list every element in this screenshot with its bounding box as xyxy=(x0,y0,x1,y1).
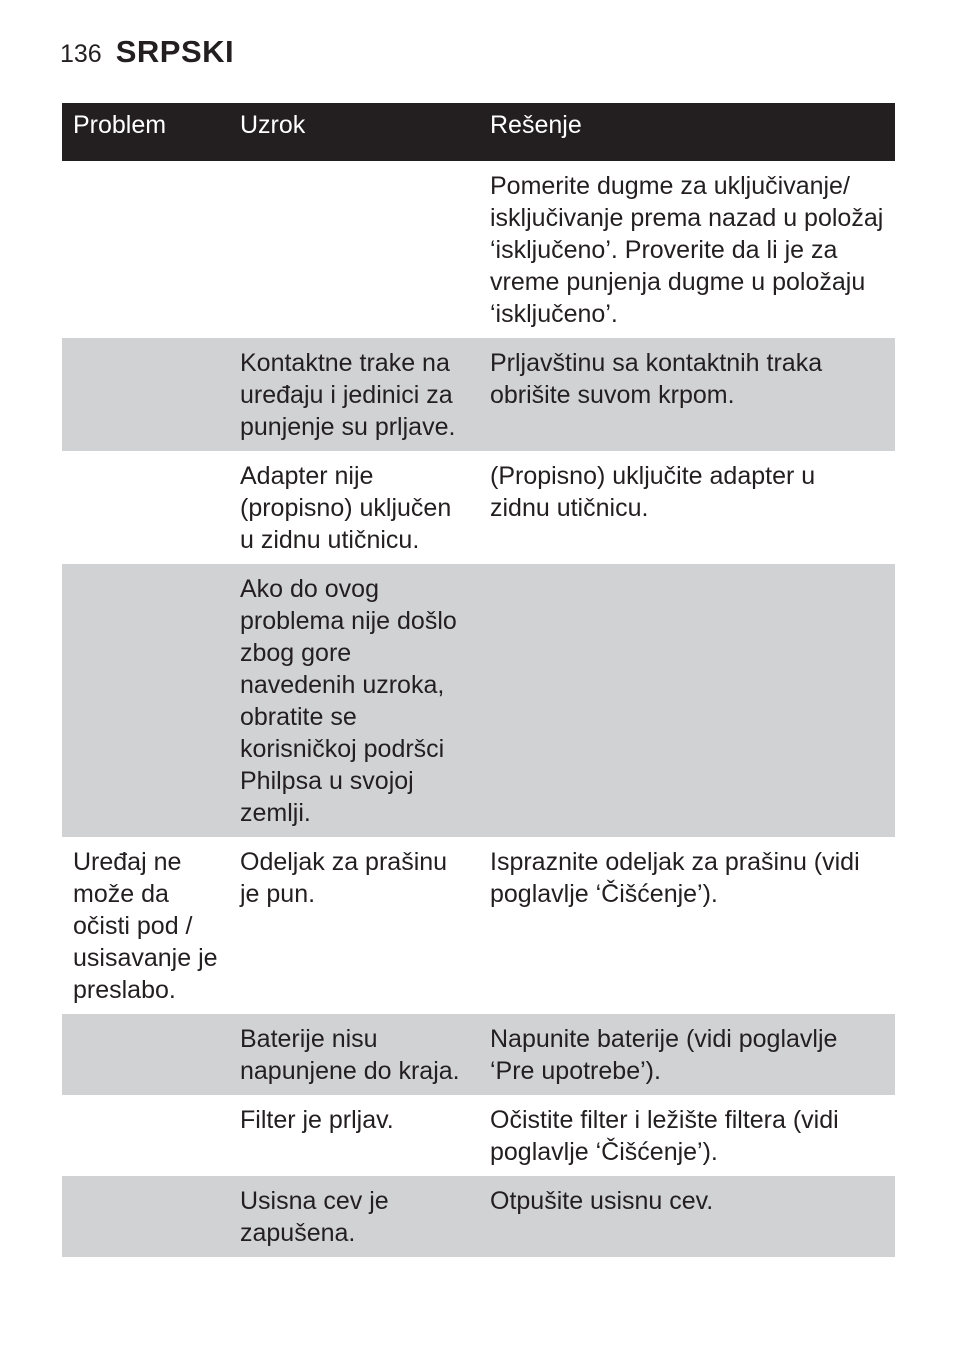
problem-cell xyxy=(62,451,229,564)
cause-cell: Adapter nije (propisno) uključen u zidnu utičnicu. xyxy=(240,462,452,554)
cause-cell: Ako do ovog problema nije došlo zbog gore navedenih uzroka, obratite se korisničkoj podršci Philpsa u svojoj zemlji. xyxy=(229,564,479,837)
solution-cell xyxy=(479,564,895,837)
problem-cell xyxy=(62,1095,229,1176)
page-header xyxy=(60,34,234,70)
table-row xyxy=(62,1014,895,1095)
column-header-problem: Problem xyxy=(62,103,229,161)
cause-cell xyxy=(229,161,479,338)
cause-cell: Filter je prljav. xyxy=(240,1106,394,1134)
table-row xyxy=(62,837,895,1014)
table-row xyxy=(62,564,895,837)
solution-cell: Pomerite dugme za uključivanje/ isključivanje prema nazad u položaj ‘isključeno’. Proverite da li je za vreme punjenja dugme u položaju ‘isključeno’. xyxy=(490,172,884,328)
problem-cell xyxy=(62,338,229,451)
table-row xyxy=(62,338,895,451)
solution-cell: Ispraznite odeljak za prašinu (vidi poglavlje ‘Čišćenje’). xyxy=(490,848,860,908)
solution-cell: Napunite baterije (vidi poglavlje ‘Pre upotrebe’). xyxy=(479,1014,895,1095)
table-row xyxy=(62,451,895,564)
cause-cell: Odeljak za prašinu je pun. xyxy=(240,848,448,908)
solution-cell: (Propisno) uključite adapter u zidnu utičnicu. xyxy=(490,462,816,522)
cause-cell: Usisna cev je zapušena. xyxy=(229,1176,479,1257)
solution-cell: Otpušite usisnu cev. xyxy=(479,1176,895,1257)
problem-cell xyxy=(62,1014,229,1095)
page-number: 136 xyxy=(60,40,102,68)
problem-cell xyxy=(62,161,229,338)
problem-cell xyxy=(62,564,229,837)
section-title: SRPSKI xyxy=(115,34,235,69)
solution-cell: Prljavštinu sa kontaktnih traka obrišite suvom krpom. xyxy=(479,338,895,451)
column-header-solution: Rešenje xyxy=(479,103,895,161)
solution-cell: Očistite filter i ležište filtera (vidi poglavlje ‘Čišćenje’). xyxy=(490,1106,839,1166)
troubleshooting-table xyxy=(62,103,895,1257)
table-row xyxy=(62,1176,895,1257)
cause-cell: Kontaktne trake na uređaju i jedinici za punjenje su prljave. xyxy=(229,338,479,451)
table-header-row xyxy=(62,103,895,161)
table-row xyxy=(62,161,895,338)
problem-cell xyxy=(62,1176,229,1257)
problem-cell: Uređaj ne može da očisti pod / usisavanje je preslabo. xyxy=(73,848,218,1004)
column-header-cause: Uzrok xyxy=(229,103,479,161)
table-row xyxy=(62,1095,895,1176)
cause-cell: Baterije nisu napunjene do kraja. xyxy=(229,1014,479,1095)
